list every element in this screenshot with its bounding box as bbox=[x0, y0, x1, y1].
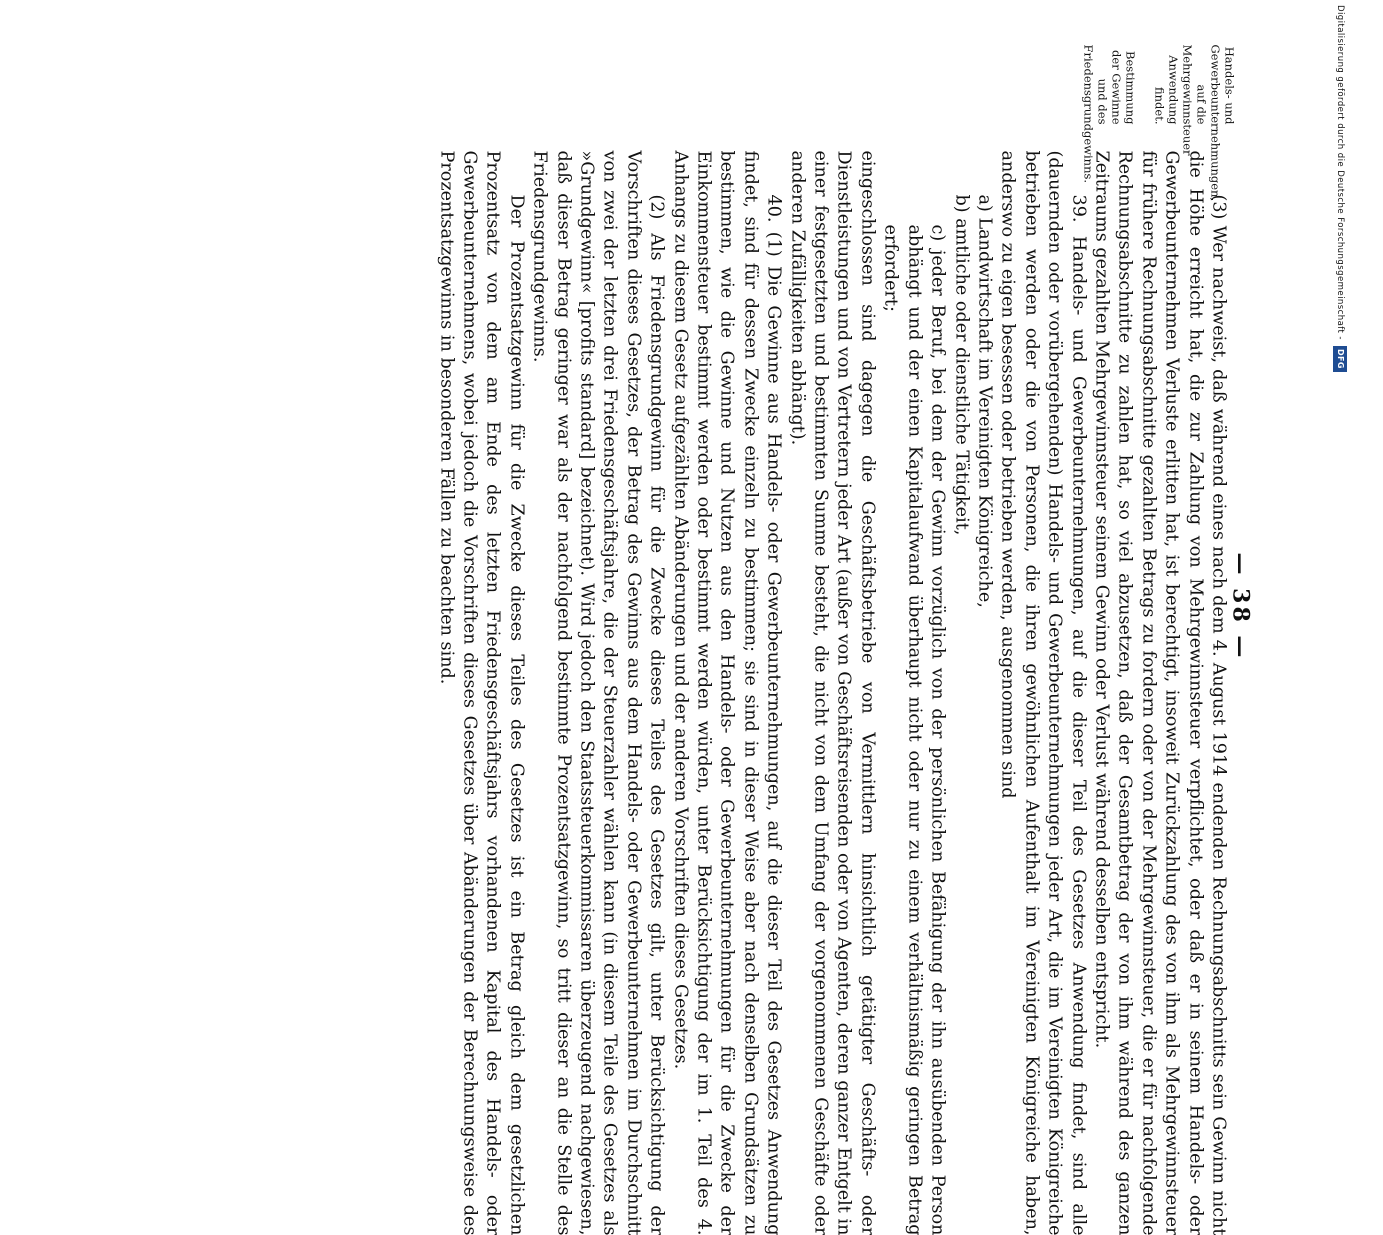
paragraph-included: eingeschlossen sind dagegen die Geschäftsbetriebe von Vermittlern hinsichtlich getätigter Geschäfts- oder Dienstleistungen und von Vertretern jeder Art (außer von Geschäftsreisenden oder von Agenten, deren ganzer Entgelt in einer festgesetzten und bestimmten Summe besteht, die nicht von dem Umfang der vorgenommenen Geschäfte oder anderen Zufälligkeiten abhängt). bbox=[786, 150, 877, 1235]
paragraph-39: 39. Handels- und Gewerbeunternehmungen, auf die dieser Teil des Gesetzes Anwendung findet, sind alle (dauernden oder vorübergehenden) Handels- und Gewerbeunternehmungen jeder Art, die im Vereinigten Königreiche betrieben werden oder die von Personen, die ihren gewöhnlichen Aufenthalt im Vereinigten Königreiche haben, anderswo zu eigen besessen oder betrieben werden, ausgenommen sind bbox=[997, 150, 1088, 1235]
margin-note-profit-determination: Bestimmung der Gewinne und des Friedensgrundgewinns. bbox=[1081, 44, 1137, 183]
paragraph-40-1: 40. (1) Die Gewinne aus Handels- oder Gewerbeunternehmungen, auf die dieser Teil des Gesetzes Anwendung findet, sind für dessen Zwecke einzeln zu bestimmen; sie sind in dieser Weise aber nach denselben Grundsätzen zu bestimmen, wie die Gewinne und Nutzen aus den Handels- oder Gewerbeunternehmungen für die Zwecke der Einkommensteuer bestimmt werden oder bestimmt werden würden, unter Berücksichtigung der im 1. Teil des 4. Anhangs zu diesem Gesetz aufgezählten Abänderungen und der anderen Vorschriften dieses Gesetzes. bbox=[669, 150, 784, 1235]
margin-note-trade-enterprises: Handels- und Gewerbeunternehmungen, auf die Mehrgewinnsteuer Anwendung findet. bbox=[1152, 44, 1236, 201]
paragraph-40-2: (2) Als Friedensgrundgewinn für die Zwecke dieses Teiles des Gesetzes gilt, unter Berücksichtigung der Vorschriften dieses Gesetzes, der Betrag des Gewinns aus dem Handels- oder Gewerbeunternehmen im Durchschnitt von zwei der letzten drei Friedensgeschäftsjahre, die der Steuerzahler wählen kann (in diesem Teile des Gesetzes als »Grundgewinn« [profits standard] bezeichnet). Wird jedoch den Staatssteuerkommissaren überzeugend nachgewiesen, daß dieser Betrag geringer war als der nachfolgend bestimmte Prozentsatzgewinn, so tritt dieser an die Stelle des Friedensgrundgewinns. bbox=[529, 150, 667, 1235]
list-item-c bbox=[878, 150, 948, 1235]
page-number: — 38 — bbox=[1227, 552, 1253, 660]
footer-text: Digitalisierung gefördert durch die Deutsche Forschungsgemeinschaft - bbox=[1335, 5, 1345, 340]
list-item-a: a) Landwirtschaft im Vereinigten Königreiche, bbox=[973, 194, 994, 608]
paragraph-refund: (3) Wer nachweist, daß während eines nach dem 4. August 1914 endenden Rechnungsabschnitts sein Gewinn nicht die Höhe erreicht hat, die zur Zahlung von Mehrgewinnsteuer verpflichtet, oder daß er in seinem Handels- oder Gewerbeunternehmen Verluste erlitten hat, ist berechtigt, insoweit Zurückzahlung des von ihm als Mehrgewinnsteuer für frühere Rechnungsabschnitte gezahlten Betrags zu fordern oder von der Mehrgewinnsteuer, die er für nachfolgende Rechnungsabschnitte zu zahlen hat, so viel abzusetzen, daß der Gesamtbetrag der von ihm während des ganzen Zeitraums gezahlten Mehrgewinnsteuer seinem Gewinn oder Verlust während desselben entspricht. bbox=[1090, 150, 1228, 1235]
digitization-footer bbox=[1331, 5, 1349, 985]
body-text bbox=[433, 150, 1229, 1235]
paragraph-percentage-profit: Der Prozentsatzgewinn für die Zwecke dieses Teiles des Gesetzes ist ein Betrag gleich dem gesetzlichen Prozentsatz von dem am Ende des letzten Friedensgeschäftsjahrs vorhandenen Kapital des Handels- oder Gewerbeunternehmens, wobei jedoch die Vorschriften dieses Gesetzes über Abänderungen der Berechnungsweise des Prozentsatzgewinns in besonderen Fällen zu beachten sind. bbox=[435, 150, 526, 1235]
list-item-c-text: c) jeder Beruf, bei dem der Gewinn vorzüglich von der persönlichen Befähigung der ihn ausübenden Person abhängt und der einen Kapitalaufwand überhaupt nicht oder nur zu einem verhältnismäßig geringen Betrag erfordert; bbox=[880, 224, 948, 1235]
dfg-logo-icon: DFG bbox=[1334, 346, 1348, 372]
list-item-b: b) amtliche oder dienstliche Tätigkeit, bbox=[950, 194, 971, 535]
